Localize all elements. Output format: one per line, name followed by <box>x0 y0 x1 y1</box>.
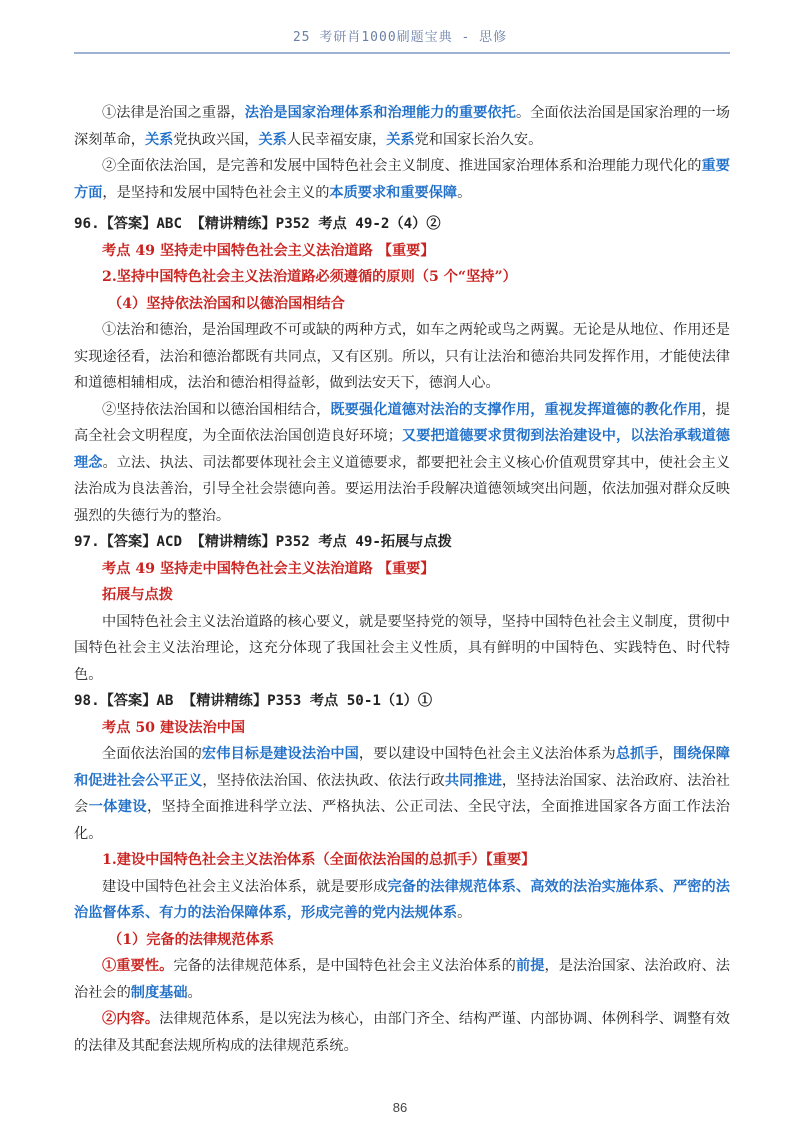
section-subheading: 1.建设中国特色社会主义法治体系（全面依法治国的总抓手）【重要】 <box>102 852 536 868</box>
paragraph: 中国特色社会主义法治道路的核心要义，就是要坚持党的领导，坚持中国特色社会主义制度，贯彻中国特色社会主义法治理论，这充分体现了我国社会主义性质，具有鲜明的中国特色、实践特色、时代特色。 <box>74 613 730 683</box>
paragraph: ①重要性。完备的法律规范体系，是中国特色社会主义法治体系的前提，是法治国家、法治政府、法治社会的制度基础。 <box>74 958 730 1001</box>
paragraph: ②全面依法治国，是完善和发展中国特色社会主义制度、推进国家治理体系和治理能力现代化的重要方面，是坚持和发展中国特色社会主义的本质要求和重要保障。 <box>74 158 730 201</box>
section-subheading: （4）坚持依法治国和以德治国相结合 <box>108 295 345 312</box>
answer-line: 97.【答案】ACD 【精讲精练】P352 考点 49-拓展与点拨 <box>74 534 452 550</box>
paragraph: 全面依法治国的宏伟目标是建设法治中国，要以建设中国特色社会主义法治体系为总抓手，围绕保障和促进社会公平正义，坚持依法治国、依法执政、依法行政共同推进，坚持法治国家、法治政府、法治社会一体建设，坚持全面推进科学立法、严格执法、公正司法、全民守法，全面推进国家各方面工作法治化。 <box>74 746 730 842</box>
paragraph: ①法律是治国之重器，法治是国家治理体系和治理能力的重要依托。全面依法治国是国家治理的一场深刻革命，关系党执政兴国，关系人民幸福安康，关系党和国家长治久安。 <box>74 105 730 148</box>
page-number: 86 <box>392 1100 408 1115</box>
answer-line: 96.【答案】ABC 【精讲精练】P352 考点 49-2（4）② <box>74 216 441 232</box>
header-divider <box>74 52 730 54</box>
section-heading: 考点 49 坚持走中国特色社会主义法治道路 【重要】 <box>102 560 435 577</box>
paragraph: 建设中国特色社会主义法治体系，就是要形成完备的法律规范体系、高效的法治实施体系、严密的法治监督体系、有力的法治保障体系，形成完善的党内法规体系。 <box>74 878 730 921</box>
section-subheading: （1）完备的法律规范体系 <box>108 931 274 948</box>
page-header <box>0 0 800 60</box>
section-subheading: 2.坚持中国特色社会主义法治道路必须遵循的原则（5 个“坚持”） <box>102 269 517 285</box>
paragraph: ②内容。法律规范体系，是以宪法为核心，由部门齐全、结构严谨、内部协调、体例科学、调整有效的法律及其配套法规所构成的法律规范系统。 <box>74 1011 730 1054</box>
answer-line: 98.【答案】AB 【精讲精练】P353 考点 50-1（1）① <box>74 693 433 709</box>
section-heading: 考点 50 建设法治中国 <box>102 719 246 736</box>
section-subheading: 拓展与点拨 <box>102 587 173 603</box>
header-title: 25 考研肖1000刷题宝典 - 思修 <box>292 30 508 45</box>
paragraph: ①法治和德治，是治国理政不可或缺的两种方式，如车之两轮或鸟之两翼。无论是从地位、作用还是实现途径看，法治和德治都既有共同点，又有区别。所以，只有让法治和德治共同发挥作用，才能使法律和道德相辅相成，法治和德治相得益彰，做到法安天下，德润人心。 <box>74 322 730 391</box>
page-content <box>74 100 730 1059</box>
paragraph: ②坚持依法治国和以德治国相结合，既要强化道德对法治的支撑作用，重视发挥道德的教化作用，提高全社会文明程度，为全面依法治国创造良好环境；又要把道德要求贯彻到法治建设中，以法治承载道德理念。立法、执法、司法都要体现社会主义道德要求，都要把社会主义核心价值观贯穿其中，使社会主义法治成为良法善治，引导全社会崇德向善。要运用法治手段解决道德领域突出问题，依法加强对群众反映强烈的失德行为的整治。 <box>74 401 730 524</box>
section-heading: 考点 49 坚持走中国特色社会主义法治道路 【重要】 <box>102 242 435 259</box>
